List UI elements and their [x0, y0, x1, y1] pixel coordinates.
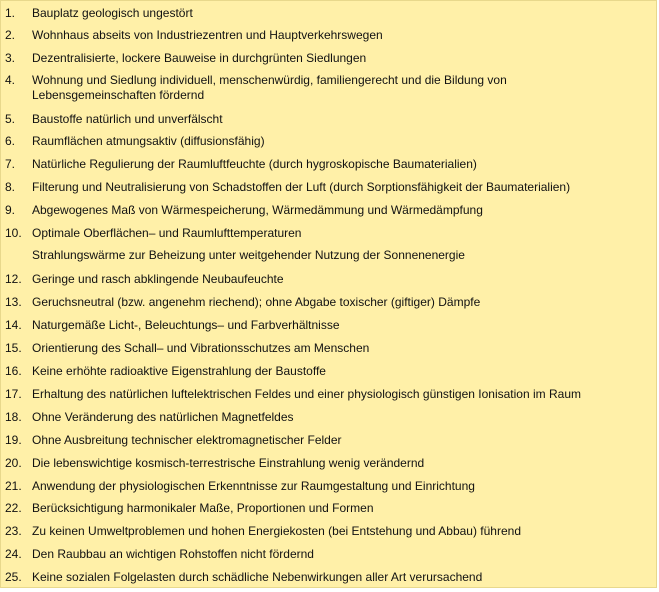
item-number: 1. — [5, 6, 16, 20]
item-text: Den Raubbau an wichtigen Rohstoffen nicht fördernd — [32, 547, 314, 561]
item-text: Ohne Ausbreitung technischer elektromagnetischer Felder — [32, 433, 342, 447]
item-text: Wohnhaus abseits von Industriezentren und Hauptverkehrswegen — [32, 28, 383, 42]
list-item — [0, 28, 657, 50]
list-item — [0, 180, 657, 202]
item-number: 5. — [5, 112, 16, 126]
item-text: Keine erhöhte radioaktive Eigenstrahlung der Baustoffe — [32, 364, 326, 378]
item-text: Berücksichtigung harmonikaler Maße, Proportionen und Formen — [32, 501, 374, 515]
list-item — [0, 73, 657, 107]
item-number: 8. — [5, 180, 16, 194]
item-number: 25. — [5, 570, 22, 584]
item-number: 4. — [5, 73, 16, 87]
item-number: 6. — [5, 134, 16, 148]
list-item — [0, 203, 657, 225]
item-number: 15. — [5, 341, 22, 355]
item-text: Bauplatz geologisch ungestört — [32, 6, 193, 20]
item-text: Zu keinen Umweltproblemen und hohen Energiekosten (bei Entstehung und Abbau) führend — [32, 524, 521, 538]
item-number: 9. — [5, 203, 16, 217]
list-item — [0, 226, 657, 248]
item-text: Filterung und Neutralisierung von Schadstoffen der Luft (durch Sorptionsfähigkeit der Baumaterialien) — [32, 180, 571, 194]
list-item — [0, 157, 657, 179]
item-text: Optimale Oberflächen– und Raumlufttemperaturen — [32, 226, 302, 240]
list-item — [0, 51, 657, 73]
item-number: 18. — [5, 410, 22, 424]
list-item — [0, 134, 657, 156]
list-item — [0, 524, 657, 546]
item-number: 22. — [5, 501, 22, 515]
list-item — [0, 272, 657, 294]
list-item — [0, 433, 657, 455]
item-number: 21. — [5, 479, 22, 493]
item-text: Erhaltung des natürlichen luftelektrischen Feldes und einer physiologisch günstigen Ionisation im Raum — [32, 387, 581, 401]
list-item — [0, 318, 657, 340]
list-item — [0, 364, 657, 386]
list-item — [0, 547, 657, 569]
item-number: 12. — [5, 272, 22, 286]
item-text: Naturgemäße Licht-, Beleuchtungs– und Farbverhältnisse — [32, 318, 340, 332]
item-number: 17. — [5, 387, 22, 401]
item-text: Strahlungswärme zur Beheizung unter weitgehender Nutzung der Sonnenenergie — [32, 248, 465, 262]
list-item — [0, 479, 657, 501]
item-text: Orientierung des Schall– und Vibrationsschutzes am Menschen — [32, 341, 370, 355]
list-item — [0, 248, 657, 270]
item-number: 23. — [5, 524, 22, 538]
item-text: Dezentralisierte, lockere Bauweise in durchgrünten Siedlungen — [32, 51, 367, 65]
item-number: 3. — [5, 51, 16, 65]
item-number: 13. — [5, 295, 22, 309]
list-item — [0, 570, 657, 592]
item-text: Ohne Veränderung des natürlichen Magnetfeldes — [32, 410, 294, 424]
item-text: Keine sozialen Folgelasten durch schädliche Nebenwirkungen aller Art verursachend — [32, 570, 483, 584]
list-item — [0, 501, 657, 523]
item-number: 7. — [5, 157, 16, 171]
list-item — [0, 6, 657, 28]
list-item — [0, 341, 657, 363]
list-item — [0, 456, 657, 478]
item-text: Raumflächen atmungsaktiv (diffusionsfähig) — [32, 134, 265, 148]
item-number: 2. — [5, 28, 16, 42]
item-number: 24. — [5, 547, 22, 561]
item-text: Abgewogenes Maß von Wärmespeicherung, Wärmedämmung und Wärmedämpfung — [32, 203, 483, 217]
list-item — [0, 295, 657, 317]
item-text: Anwendung der physiologischen Erkenntnisse zur Raumgestaltung und Einrichtung — [32, 479, 475, 493]
item-number: 10. — [5, 226, 22, 240]
item-number: 19. — [5, 433, 22, 447]
item-text: Geringe und rasch abklingende Neubaufeuchte — [32, 272, 284, 286]
item-text: Natürliche Regulierung der Raumluftfeuchte (durch hygroskopische Baumaterialien) — [32, 157, 477, 171]
item-text: Geruchsneutral (bzw. angenehm riechend); ohne Abgabe toxischer (giftiger) Dämpfe — [32, 295, 481, 309]
item-text: Wohnung und Siedlung individuell, menschenwürdig, familiengerecht und die Bildung von Lebensgemeinschaften fördernd — [32, 73, 507, 102]
list-item — [0, 410, 657, 432]
list-item — [0, 112, 657, 134]
item-number: 16. — [5, 364, 22, 378]
item-text: Baustoffe natürlich und unverfälscht — [32, 112, 223, 126]
item-text: Die lebenswichtige kosmisch-terrestrische Einstrahlung wenig verändernd — [32, 456, 425, 470]
item-number: 14. — [5, 318, 22, 332]
item-number: 20. — [5, 456, 22, 470]
list-item — [0, 387, 657, 409]
